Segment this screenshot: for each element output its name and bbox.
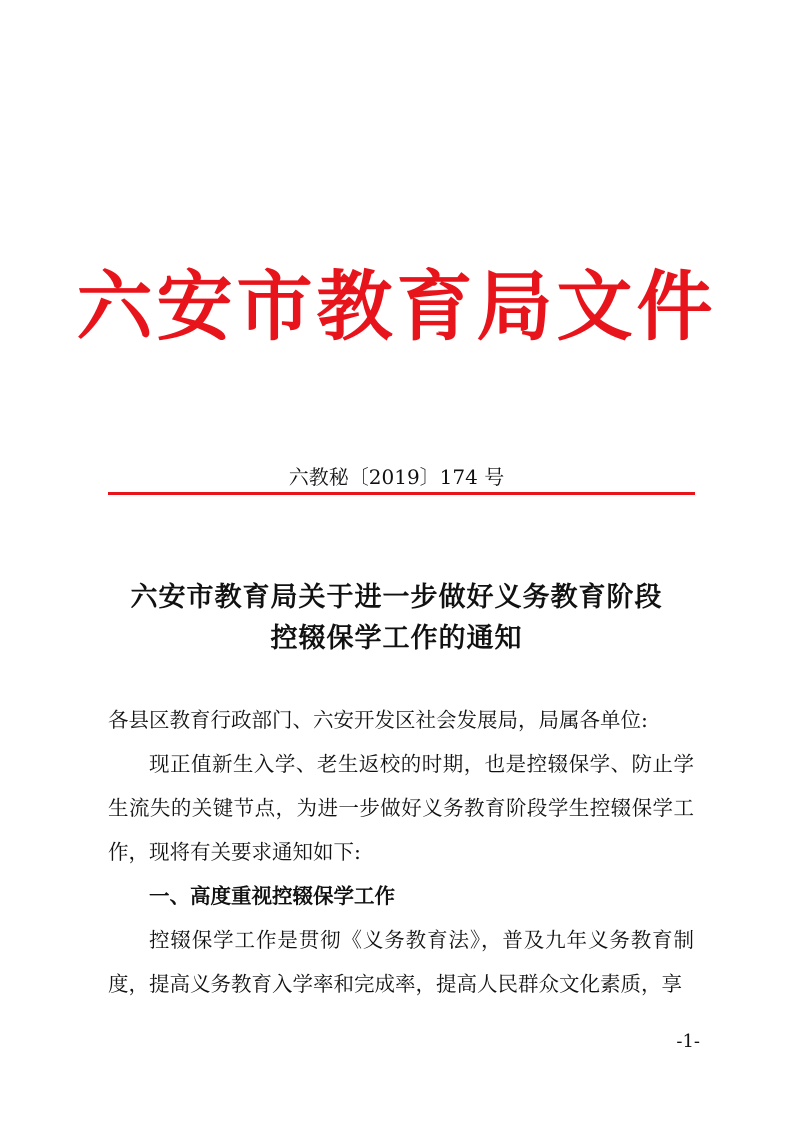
page-number: -1-: [676, 1031, 700, 1052]
paragraph-section-1: 控辍保学工作是贯彻《义务教育法》，普及九年义务教育制度，提高义务教育入学率和完成率，提高人民群众文化素质，享: [108, 928, 694, 996]
red-separator-line: [108, 492, 695, 495]
section-heading-1: 一、高度重视控辍保学工作: [149, 884, 395, 908]
document-title: [0, 577, 793, 659]
salutation: 各县区教育行政部门、六安开发区社会发展局，局属各单位:: [108, 708, 648, 732]
title-line-2: 控辍保学工作的通知: [270, 623, 523, 654]
document-number: 六教秘〔2019〕174 号: [288, 465, 505, 489]
title-line-1: 六安市教育局关于进一步做好义务教育阶段: [130, 582, 663, 613]
paragraph-intro: 现正值新生入学、老生返校的时期，也是控辍保学、防止学生流失的关键节点，为进一步做好义务教育阶段学生控辍保学工作，现将有关要求通知如下:: [108, 752, 694, 864]
red-header-masthead: 六安市教育局文件: [76, 262, 717, 351]
document-body: [108, 698, 694, 1006]
